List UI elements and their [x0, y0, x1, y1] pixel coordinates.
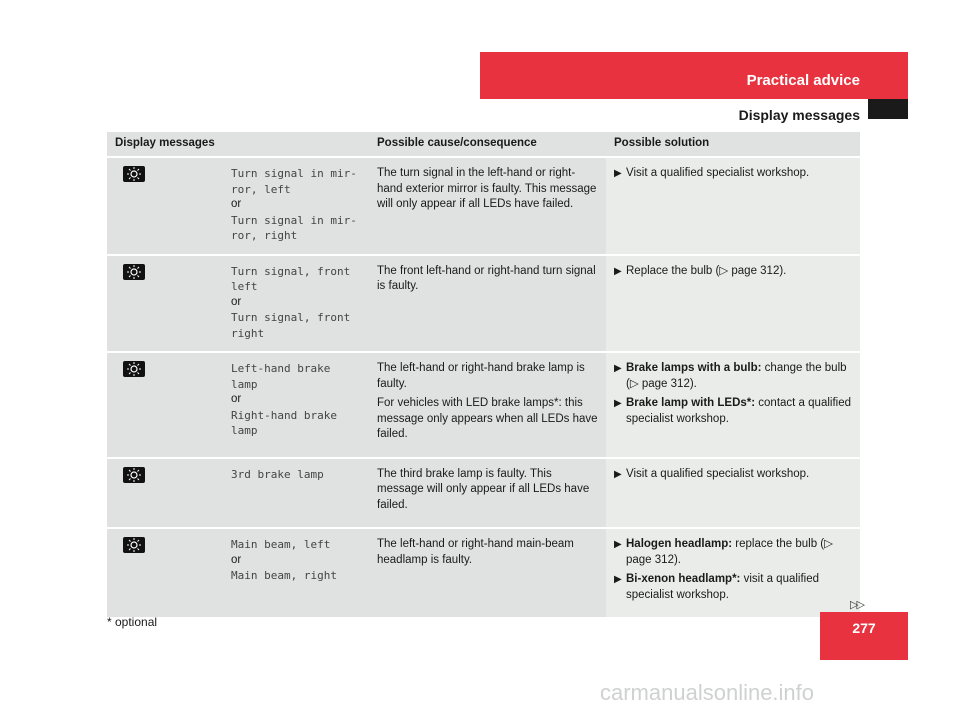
watermark: carmanualsonline.info [600, 680, 815, 705]
message-text: Right-hand brake [231, 408, 337, 422]
cause-text: The left-hand or right-hand main-beam headlamp is faulty. [377, 538, 574, 566]
message-cell [223, 529, 369, 619]
solution-bold: Brake lamps with a bulb: [626, 362, 762, 374]
icon-cell [107, 529, 223, 619]
message-text: Turn signal, front [231, 264, 351, 278]
or-label: or [231, 198, 242, 210]
solution-text: replace the bulb (▷ page 312). [626, 538, 833, 566]
message-cell [223, 353, 369, 459]
icon-cell [107, 256, 223, 354]
icon-cell [107, 353, 223, 459]
table-row [107, 256, 860, 354]
message-text: ror, left [231, 182, 291, 196]
solution-item [614, 537, 852, 568]
triangle-right-icon: ▶ [614, 539, 622, 550]
solution-item [614, 467, 852, 483]
bulb-indicator-icon [123, 537, 145, 553]
message-cell [223, 459, 369, 530]
triangle-right-icon: ▶ [614, 265, 622, 277]
message-text: Main beam, right [231, 569, 337, 582]
solution-text: Replace the bulb (▷ page 312). [626, 264, 787, 277]
table-header-row [107, 132, 860, 158]
icon-cell [107, 459, 223, 530]
message-text: left [231, 280, 258, 293]
message-text: Main beam, left [231, 538, 331, 551]
solution-text: visit a qualified specialist workshop. [626, 573, 820, 601]
triangle-right-icon: ▶ [614, 574, 622, 585]
message-text: Left-hand brake [231, 362, 331, 375]
or-label: or [231, 553, 242, 566]
continue-arrow-icon: ▷▷ [850, 599, 863, 611]
triangle-right-icon: ▶ [614, 398, 622, 409]
display-messages-table [107, 132, 860, 619]
triangle-right-icon: ▶ [614, 363, 622, 374]
solution-item [614, 361, 852, 392]
solution-bold: Halogen headlamp: [626, 538, 733, 550]
solution-text: change the bulb (▷ page 312). [626, 362, 847, 390]
message-text: Turn signal, front [231, 311, 351, 324]
cause-text: The front left-hand or right-hand turn signal is faulty. [377, 264, 596, 292]
solution-text: Visit a qualified specialist workshop. [626, 167, 810, 179]
triangle-right-icon: ▶ [614, 168, 622, 179]
subtitle-marker [868, 99, 908, 119]
footnote: * optional [107, 615, 158, 629]
bulb-indicator-icon [123, 166, 145, 182]
triangle-right-icon: ▶ [614, 468, 622, 480]
section-title: Practical advice [746, 72, 860, 89]
cause-cell [369, 158, 606, 256]
solution-cell [606, 529, 860, 619]
bulb-indicator-icon [123, 361, 145, 377]
cause-text: The third brake lamp is faulty. This message will only appear if all LEDs have failed. [377, 467, 590, 511]
message-text: lamp [231, 377, 258, 391]
bulb-indicator-icon [123, 264, 145, 280]
message-cell [223, 256, 369, 354]
page-number: 277 [852, 620, 876, 636]
solution-cell [606, 459, 860, 530]
message-text: ror, right [231, 229, 298, 242]
solution-cell [606, 158, 860, 256]
cause-text: The left-hand or right-hand brake lamp is faulty. [377, 362, 585, 390]
solution-text: Visit a qualified specialist workshop. [626, 467, 810, 480]
table-row [107, 529, 860, 619]
solution-bold: Bi-xenon headlamp*: [626, 573, 741, 585]
solution-bold: Brake lamp with LEDs*: [626, 397, 756, 409]
col-header-cause: Possible cause/consequence [369, 132, 606, 158]
solution-item [614, 572, 852, 603]
table-row [107, 459, 860, 530]
cause-cell [369, 459, 606, 530]
solution-item [614, 166, 852, 182]
solution-cell [606, 353, 860, 459]
cause-cell [369, 256, 606, 354]
section-banner [480, 52, 908, 99]
or-label: or [231, 393, 242, 405]
col-header-display-messages: Display messages [107, 132, 369, 158]
solution-cell [606, 256, 860, 354]
message-text: Turn signal in mir- [231, 167, 357, 180]
solution-text: contact a qualified specialist workshop. [626, 397, 851, 425]
solution-item [614, 396, 852, 427]
table-row [107, 353, 860, 459]
cause-cell [369, 529, 606, 619]
message-text: 3rd brake lamp [231, 467, 324, 481]
bulb-indicator-icon [123, 467, 145, 483]
cause-text: For vehicles with LED brake lamps*: this message only appears when all LEDs have failed. [377, 397, 598, 440]
page-subtitle: Display messages [738, 107, 860, 123]
page-number-box [820, 612, 908, 660]
icon-cell [107, 158, 223, 256]
message-cell [223, 158, 369, 256]
message-text: Turn signal in mir- [231, 213, 357, 227]
col-header-solution: Possible solution [606, 132, 860, 158]
table-row [107, 158, 860, 256]
solution-item [614, 264, 852, 280]
message-text: lamp [231, 424, 258, 437]
cause-text: The turn signal in the left-hand or right-hand exterior mirror is faulty. This message will only appear if all LEDs have failed. [377, 167, 597, 210]
cause-cell [369, 353, 606, 459]
or-label: or [231, 295, 242, 308]
message-text: right [231, 326, 265, 340]
